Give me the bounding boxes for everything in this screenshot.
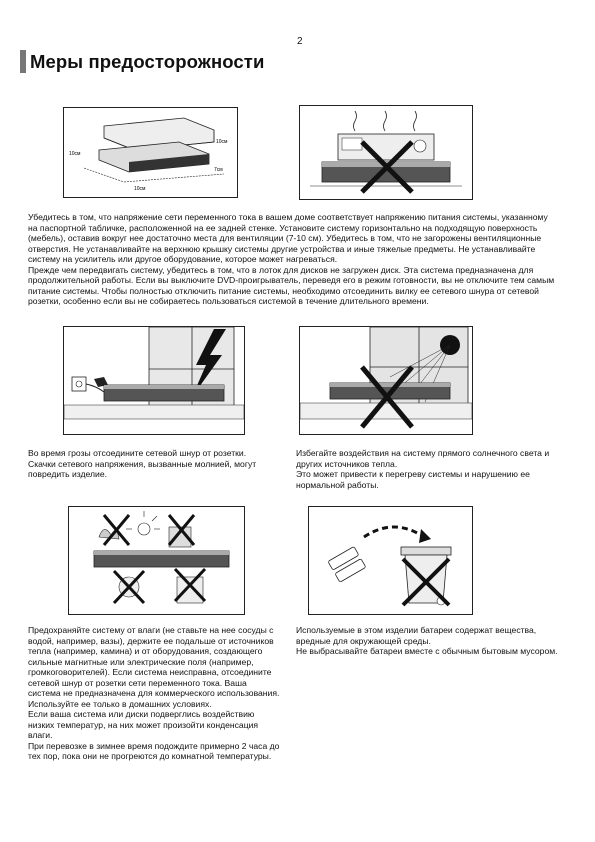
caption-line: Избегайте воздействия на систему прямого солнечного света и других источников тепла. bbox=[296, 448, 550, 469]
lightning-illustration bbox=[63, 326, 245, 435]
clearance-label-top: 10см bbox=[216, 139, 228, 145]
caption-line: Предохраняйте систему от влаги (не ставьте на нее сосуды с водой, например, вазы), держите ее подальше от источников тепла (например, камина) и от оборудования, создающего сильные магнитные или электрические поля (например, громкоговорителей). Если система неисправна, отсоедините сетевой шнур от розетки сети переменного тока. Ваша система не предназначена для коммерческого использования. Используйте ее только в домашних условиях. bbox=[28, 625, 280, 709]
caption-line: Скачки сетевого напряжения, вызванные молнией, могут повредить изделие. bbox=[28, 458, 257, 479]
caption-line: При перевозке в зимнее время подождите примерно 2 часа до тех пор, пока они не прогреются до комнатной температуры. bbox=[28, 740, 280, 761]
ventilation-illustration bbox=[63, 107, 238, 198]
main-paragraph: Убедитесь в том, что напряжение сети переменного тока в вашем доме соответствует напряжению питания системы, указанному на паспортной табличке, расположенной на ее задней стенке. Установите систему горизонтально на подходящую поверхность (мебель), оставив вокруг нее достаточно места для вентиляции (7-10 см). Убедитесь в том, что не загорожены вентиляционные отверстия. Не устанавливайте на верхнюю крышку системы другие устройства и иные тяжелые предметы. Не устанавливайте систему на усилитель или другое оборудование, которое может нагреваться. bbox=[28, 212, 548, 264]
battery-caption bbox=[296, 625, 558, 657]
heading-bar bbox=[20, 50, 26, 73]
main-text bbox=[28, 212, 558, 307]
sunlight-illustration bbox=[299, 326, 473, 435]
caption-line: Если ваша система или диски подверглись воздействию низких температур, на них может произойти конденсация влаги. bbox=[28, 709, 259, 740]
caption-line: Во время грозы отсоедините сетевой шнур от розетки. bbox=[28, 448, 247, 458]
page-number: 2 bbox=[297, 36, 303, 47]
lightning-caption bbox=[28, 448, 280, 480]
moisture-heat-illustration bbox=[68, 506, 245, 615]
caption-line: Это может привести к перегреву системы и нарушению ее нормальной работы. bbox=[296, 469, 530, 490]
sunlight-caption bbox=[296, 448, 558, 490]
no-stacking-illustration bbox=[299, 105, 473, 200]
page-title: Меры предосторожности bbox=[30, 51, 265, 72]
clearance-label-left: 10см bbox=[69, 151, 81, 157]
caption-line: Не выбрасывайте батареи вместе с обычным бытовым мусором. bbox=[296, 646, 558, 656]
main-paragraph: Прежде чем передвигать систему, убедитесь в том, что в лоток для дисков не загружен диск. Эта система предназначена для продолжительной работы. Если вы выключите DVD-проигрыватель, переведя его в режим готовности, вы не отключите тем самым питание системы. Чтобы полностью отключить питание системы, необходимо отсоединить вилку ее сетевого шнура от сетевой розетки, особенно если вы не собираетесь пользоваться системой в течение длительного времени. bbox=[28, 264, 555, 306]
moisture-caption bbox=[28, 625, 280, 762]
clearance-label-right: 7см bbox=[214, 167, 223, 173]
caption-line: Используемые в этом изделии батареи содержат вещества, вредные для окружающей среды. bbox=[296, 625, 537, 646]
clearance-label-bottom: 10см bbox=[134, 186, 146, 192]
battery-disposal-illustration bbox=[308, 506, 473, 615]
